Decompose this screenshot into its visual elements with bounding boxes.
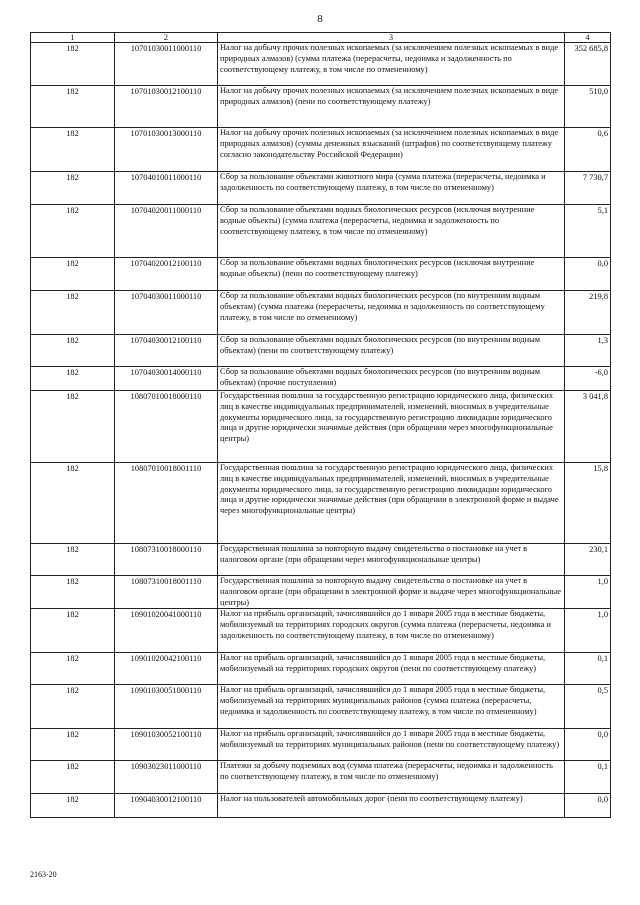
table-row	[31, 576, 611, 609]
amount-value: 0,1	[565, 761, 611, 794]
revenue-description: Сбор за пользование объектами животного мира (сумма платежа (перерасчеты, недоимка и задолженность по соответствующему платежу, в том числе по отмененному)	[218, 172, 565, 205]
amount-value: 352 685,8	[565, 43, 611, 86]
budget-classification-code: 10904030012100110	[115, 794, 218, 818]
budget-admin-code: 182	[31, 172, 115, 205]
table-row	[31, 205, 611, 258]
column-header: 1	[31, 33, 115, 43]
budget-classification-code: 10704030011000110	[115, 291, 218, 335]
budget-classification-code: 10901030051000110	[115, 685, 218, 729]
amount-value: 0,6	[565, 128, 611, 172]
budget-admin-code: 182	[31, 685, 115, 729]
column-header: 3	[218, 33, 565, 43]
document-footer-code: 2163-20	[30, 870, 57, 879]
amount-value: 0,1	[565, 653, 611, 685]
amount-value: 510,0	[565, 86, 611, 128]
revenue-description: Налог на прибыль организаций, зачислявшийся до 1 января 2005 года в местные бюджеты, мобилизуемый на территориях городских округов (пени по соответствующему платежу)	[218, 653, 565, 685]
budget-admin-code: 182	[31, 291, 115, 335]
revenue-description: Сбор за пользование объектами водных биологических ресурсов (исключая внутренние водные объекты) (сумма платежа (перерасчеты, недоимка и задолженность по соответствующему платежу, в том числе по отмененному)	[218, 205, 565, 258]
table-row	[31, 729, 611, 761]
budget-admin-code: 182	[31, 391, 115, 463]
table-row	[31, 653, 611, 685]
amount-value: 0,0	[565, 794, 611, 818]
budget-classification-code: 10901020042100110	[115, 653, 218, 685]
budget-admin-code: 182	[31, 128, 115, 172]
amount-value: 0,5	[565, 685, 611, 729]
budget-admin-code: 182	[31, 463, 115, 544]
amount-value: 0,0	[565, 729, 611, 761]
budget-admin-code: 182	[31, 544, 115, 576]
amount-value: 15,8	[565, 463, 611, 544]
table-row	[31, 609, 611, 653]
table-row	[31, 685, 611, 729]
table-row	[31, 258, 611, 291]
revenue-description: Сбор за пользование объектами водных биологических ресурсов (по внутренним водным объектам) (прочие поступления)	[218, 367, 565, 391]
budget-revenue-table	[30, 32, 611, 818]
revenue-description: Государственная пошлина за повторную выдачу свидетельства о постановке на учет в налоговом органе (при обращении в электронной форме и выдаче через многофункциональные центры)	[218, 576, 565, 609]
table-row	[31, 43, 611, 86]
table-row	[31, 463, 611, 544]
budget-admin-code: 182	[31, 335, 115, 367]
table-header-row	[31, 33, 611, 43]
budget-classification-code: 10701030012100110	[115, 86, 218, 128]
table-row	[31, 335, 611, 367]
budget-classification-code: 10704010011000110	[115, 172, 218, 205]
budget-classification-code: 10807010018000110	[115, 391, 218, 463]
budget-classification-code: 10701030013000110	[115, 128, 218, 172]
revenue-description: Налог на добычу прочих полезных ископаемых (за исключением полезных ископаемых в виде природных алмазов) (суммы денежных взысканий (штрафов) по соответствующему платежу согласно законодательству Российской Федерации)	[218, 128, 565, 172]
revenue-description: Налог на добычу прочих полезных ископаемых (за исключением полезных ископаемых в виде природных алмазов) (сумма платежа (перерасчеты, недоимка и задолженность по соответствующему платежу, в том числе по отмененному)	[218, 43, 565, 86]
revenue-description: Сбор за пользование объектами водных биологических ресурсов (по внутренним водным объектам) (сумма платежа (перерасчеты, недоимка и задолженность по соответствующему платежу, в том числе по отмененному)	[218, 291, 565, 335]
amount-value: 5,1	[565, 205, 611, 258]
budget-classification-code: 10807310018000110	[115, 544, 218, 576]
revenue-description: Государственная пошлина за государственную регистрацию юридического лица, физических лиц в качестве индивидуальных предпринимателей, изменений, вносимых в учредительные документы юридического лица, за государственную регистрацию ликвидации юридического лица и другие юридически значимые действия (при обращении через многофункциональные центры)	[218, 391, 565, 463]
table-row	[31, 291, 611, 335]
amount-value: 230,1	[565, 544, 611, 576]
revenue-description: Налог на прибыль организаций, зачислявшийся до 1 января 2005 года в местные бюджеты, мобилизуемый на территориях муниципальных районов (пени по соответствующему платежу)	[218, 729, 565, 761]
budget-admin-code: 182	[31, 86, 115, 128]
budget-classification-code: 10901030052100110	[115, 729, 218, 761]
budget-admin-code: 182	[31, 258, 115, 291]
budget-classification-code: 10704030012100110	[115, 335, 218, 367]
amount-value: -6,0	[565, 367, 611, 391]
revenue-description: Сбор за пользование объектами водных биологических ресурсов (по внутренним водным объектам) (пени по соответствующему платежу)	[218, 335, 565, 367]
amount-value: 3 041,8	[565, 391, 611, 463]
table-row	[31, 86, 611, 128]
budget-admin-code: 182	[31, 609, 115, 653]
revenue-description: Государственная пошлина за повторную выдачу свидетельства о постановке на учет в налоговом органе (при обращении через многофункциональные центры)	[218, 544, 565, 576]
page-number: 8	[317, 13, 323, 25]
revenue-description: Платежи за добычу подземных вод (сумма платежа (перерасчеты, недоимка и задолженность по соответствующему платежу, в том числе по отмененному)	[218, 761, 565, 794]
table-row	[31, 391, 611, 463]
budget-classification-code: 10704020012100110	[115, 258, 218, 291]
budget-classification-code: 10901020041000110	[115, 609, 218, 653]
amount-value: 7 730,7	[565, 172, 611, 205]
table-row	[31, 172, 611, 205]
amount-value: 1,3	[565, 335, 611, 367]
budget-classification-code: 10704030014000110	[115, 367, 218, 391]
revenue-description: Налог на прибыль организаций, зачислявшийся до 1 января 2005 года в местные бюджеты, мобилизуемый на территориях городских округов (сумма платежа (перерасчеты, недоимка и задолженность по соответствующему платежу, в том числе по отмененному)	[218, 609, 565, 653]
revenue-description: Государственная пошлина за государственную регистрацию юридического лица, физических лиц в качестве индивидуальных предпринимателей, изменений, вносимых в учредительные документы юридического лица, за государственную регистрацию ликвидации юридического лица и другие юридически значимые действия (при обращении в электронной форме и выдаче через многофункциональные центры)	[218, 463, 565, 544]
column-header: 4	[565, 33, 611, 43]
budget-admin-code: 182	[31, 367, 115, 391]
budget-classification-code: 10807010018001110	[115, 463, 218, 544]
table-row	[31, 544, 611, 576]
table-row	[31, 794, 611, 818]
budget-admin-code: 182	[31, 653, 115, 685]
table-row	[31, 128, 611, 172]
revenue-description: Налог на добычу прочих полезных ископаемых (за исключением полезных ископаемых в виде природных алмазов) (пени по соответствующему платежу)	[218, 86, 565, 128]
table-row	[31, 761, 611, 794]
table-row	[31, 367, 611, 391]
revenue-description: Налог на прибыль организаций, зачислявшийся до 1 января 2005 года в местные бюджеты, мобилизуемый на территориях муниципальных районов (сумма платежа (перерасчеты, недоимка и задолженность по соответствующему платежу, в том числе по отмененному)	[218, 685, 565, 729]
budget-admin-code: 182	[31, 576, 115, 609]
revenue-description: Сбор за пользование объектами водных биологических ресурсов (исключая внутренние водные объекты) (пени по соответствующему платежу)	[218, 258, 565, 291]
budget-classification-code: 10701030011000110	[115, 43, 218, 86]
budget-admin-code: 182	[31, 729, 115, 761]
amount-value: 0,0	[565, 258, 611, 291]
budget-admin-code: 182	[31, 43, 115, 86]
column-header: 2	[115, 33, 218, 43]
budget-admin-code: 182	[31, 794, 115, 818]
budget-admin-code: 182	[31, 205, 115, 258]
budget-classification-code: 10903023011000110	[115, 761, 218, 794]
amount-value: 1,0	[565, 609, 611, 653]
budget-classification-code: 10807310018001110	[115, 576, 218, 609]
amount-value: 219,8	[565, 291, 611, 335]
amount-value: 1,0	[565, 576, 611, 609]
budget-admin-code: 182	[31, 761, 115, 794]
revenue-description: Налог на пользователей автомобильных дорог (пени по соответствующему платежу)	[218, 794, 565, 818]
budget-classification-code: 10704020011000110	[115, 205, 218, 258]
